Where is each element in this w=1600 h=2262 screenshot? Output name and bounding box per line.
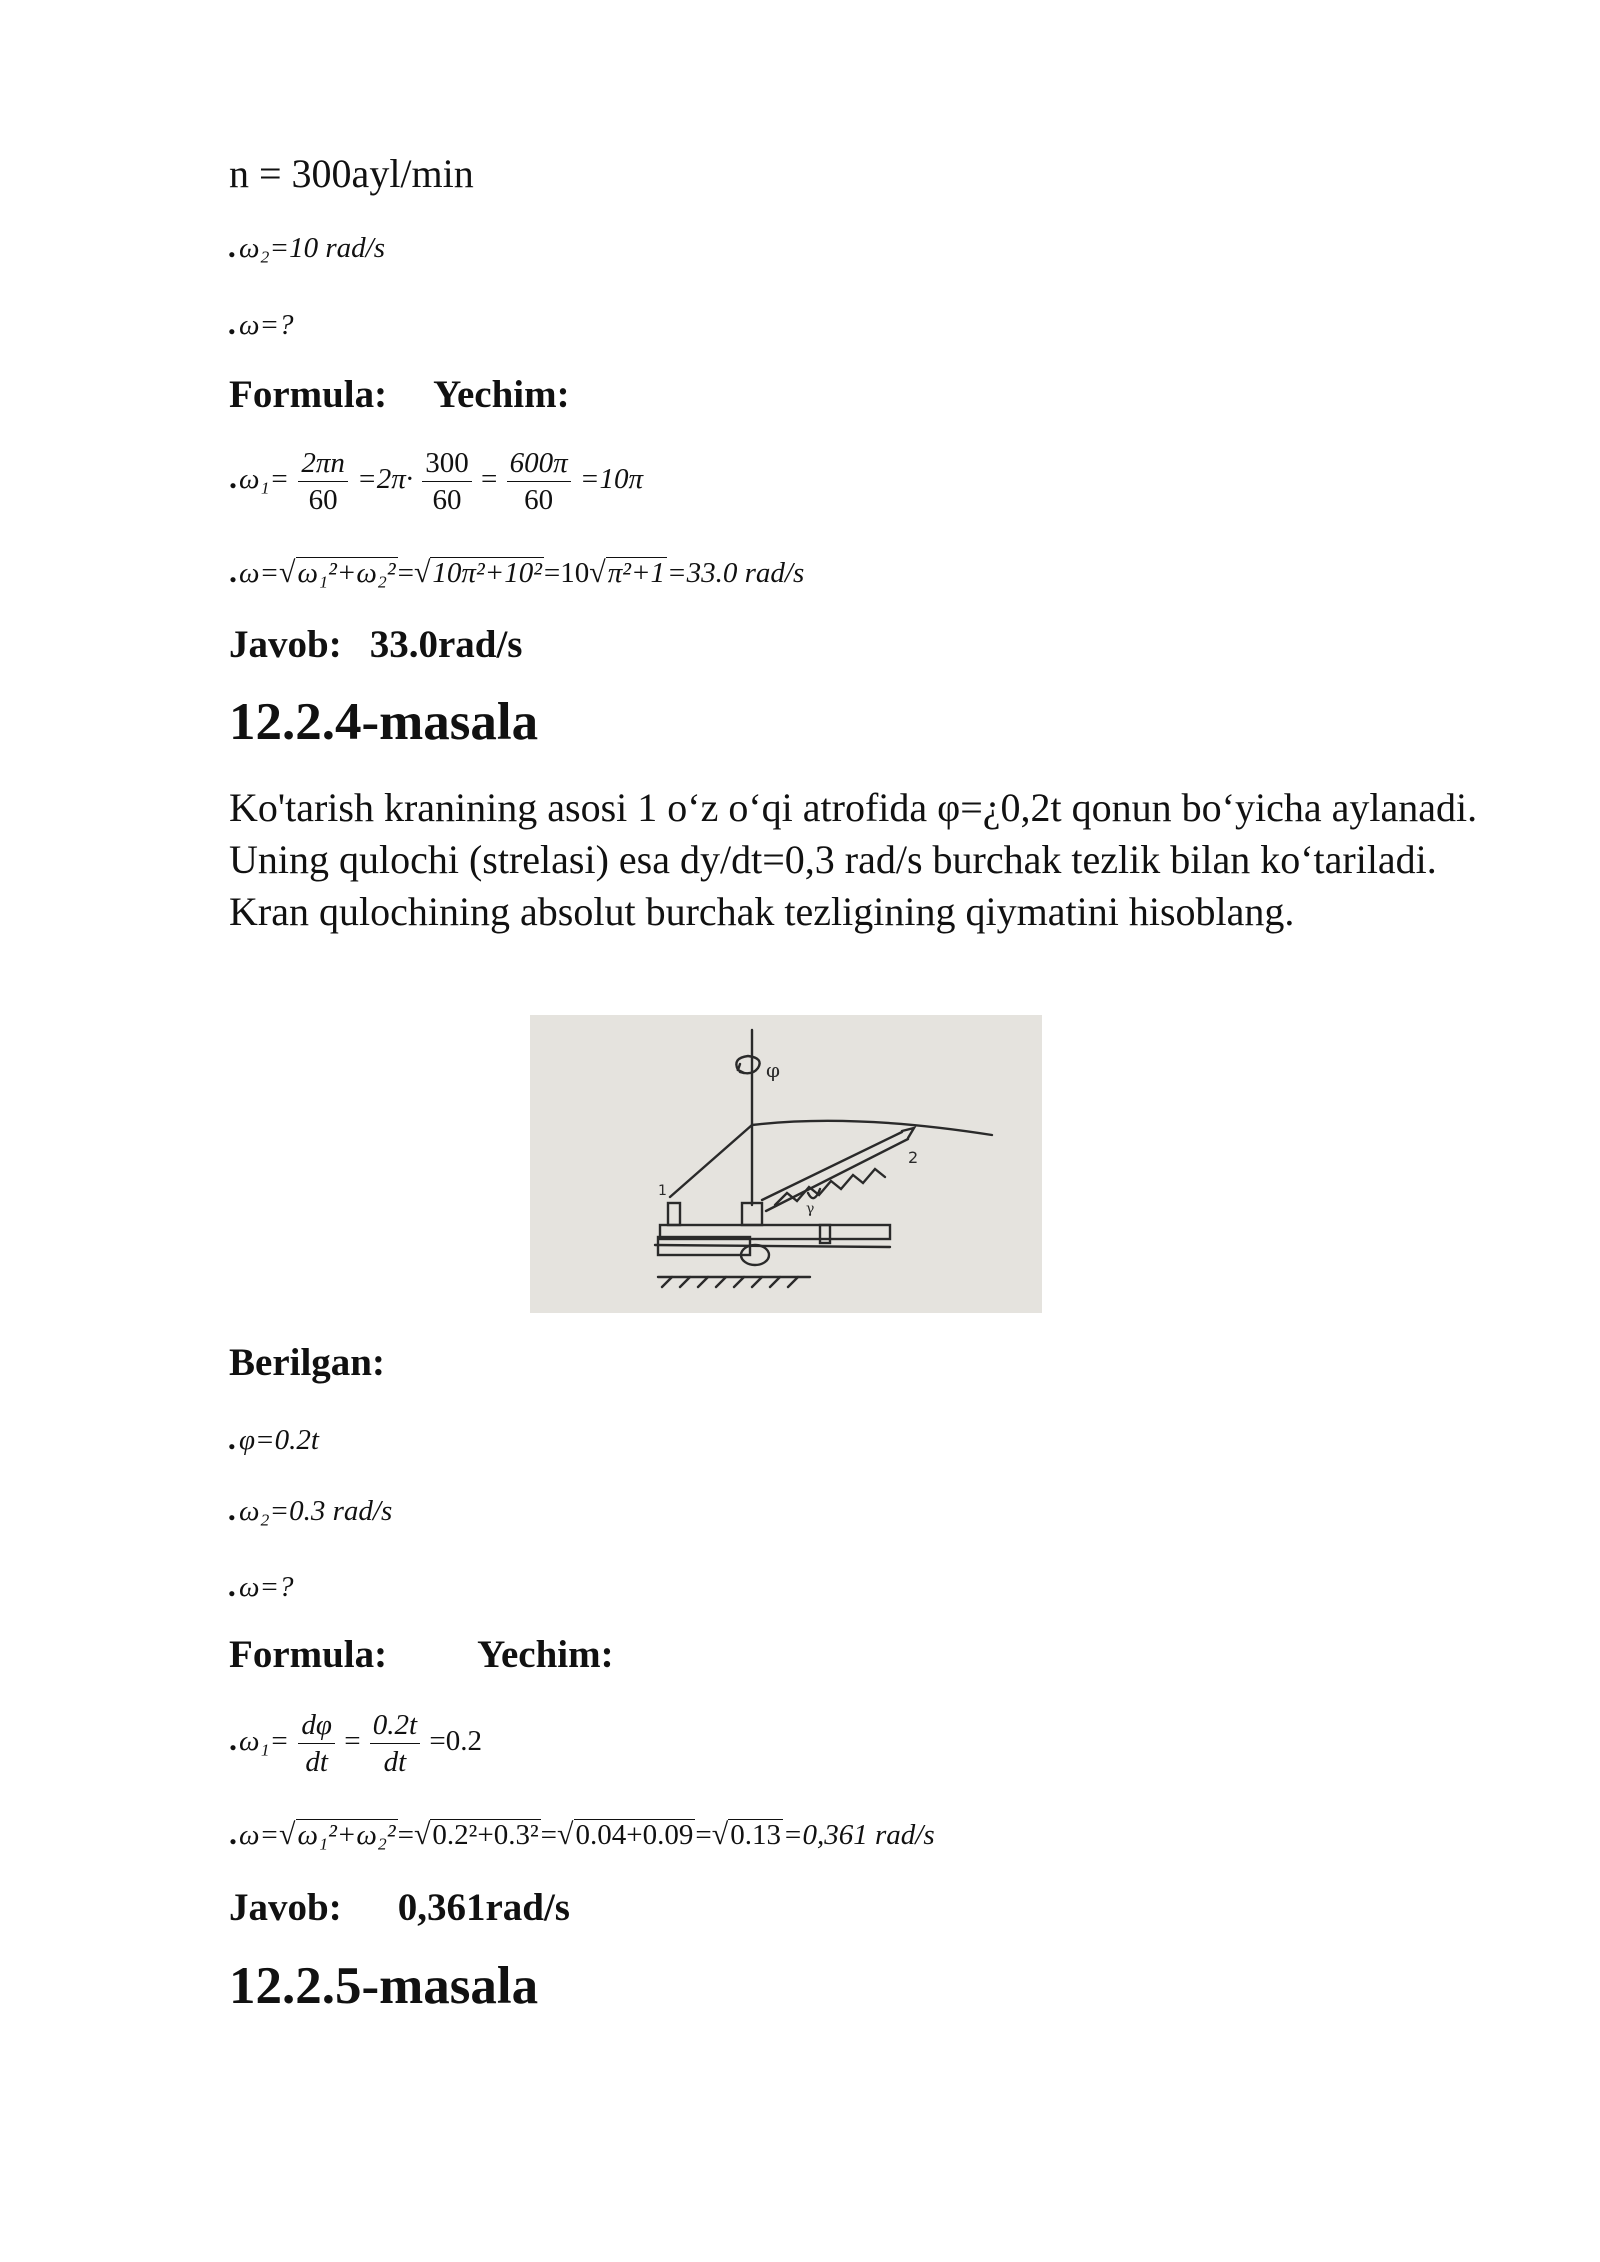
solution-label: Yechim: xyxy=(477,1633,614,1676)
crane-drawing xyxy=(530,1015,1042,1313)
crane-sketch-figure xyxy=(530,1015,1042,1313)
given-phi-line: .φ=0.2t xyxy=(229,1420,319,1456)
formula-label: Formula: xyxy=(229,1633,388,1676)
fraction: $\frac{300}{60}$ xyxy=(422,445,472,518)
formula-solution-labels xyxy=(229,372,570,417)
gamma-label: γ xyxy=(806,1201,815,1217)
fraction: $\frac{2\pi n}{60}$ xyxy=(298,445,348,518)
label-2: 2 xyxy=(908,1148,919,1167)
unknown-omega-line: .ω=? xyxy=(229,305,294,341)
answer-1 xyxy=(229,622,522,667)
answer-value: 0,361rad/s xyxy=(397,1886,570,1929)
fraction: $\frac{0.2t}{dt}$ xyxy=(370,1707,420,1780)
formula-label: Formula: xyxy=(229,373,388,416)
sqrt-term: π²+1 xyxy=(607,557,666,589)
answer-label: Javob: xyxy=(229,1886,342,1929)
sqrt-term: 0.13 xyxy=(730,1819,781,1851)
solution-label: Yechim: xyxy=(433,373,570,416)
given-n-line: n = 300ayl/min xyxy=(229,151,474,196)
given-omega2-line: .ω₂=10 rad/s xyxy=(229,228,386,264)
bullet-dot: . xyxy=(229,305,237,341)
sqrt-term: 0.04+0.09 xyxy=(575,1819,694,1851)
formula-solution-labels-2 xyxy=(229,1632,614,1677)
problem-heading: 12.2.4-masala xyxy=(229,693,539,751)
label-1: 1 xyxy=(658,1183,667,1199)
equation-omega-total: .ω=√ω₁²+ω₂²=√10π²+10²=10√π²+1=33.0 rad/s xyxy=(229,553,805,589)
phi-label: φ xyxy=(766,1058,781,1082)
bullet-dot: . xyxy=(229,228,237,264)
problem-text: Ko'tarish kranining asosi 1 o‘z o‘qi atrofida φ=¿0,2t qonun bo‘yicha aylanadi. Uning qulochi (strelasi) esa dy/dt=0,3 rad/s burchak tezlik bilan ko‘tariladi. Kran qulochining absolut burchak tezligining qiymatini hisoblang. xyxy=(229,785,1478,934)
sqrt-term: 0.2²+0.3² xyxy=(432,1819,539,1851)
next-problem-heading: 12.2.5-masala xyxy=(229,1957,539,2015)
sqrt-term: ω₁²+ω₂² xyxy=(297,1819,396,1851)
answer-label: Javob: xyxy=(229,623,342,666)
equation-omega1-2: .ω₁= $\frac{d\varphi}{dt}$ = $\frac{0.2t}{dt}$ =0.2 xyxy=(229,1709,482,1778)
sqrt-term: 10π²+10² xyxy=(432,557,542,589)
given-title: Berilgan: xyxy=(229,1341,385,1384)
equation-omega1: .ω₁= $\frac{2\pi n}{60}$ =2π· $\frac{300}{60}$ = $\frac{600\pi}{60}$ =10π xyxy=(229,447,644,516)
equation-omega-total-2: .ω=√ω₁²+ω₂²=√0.2²+0.3²=√0.04+0.09=√0.13=0,361 rad/s xyxy=(229,1815,935,1851)
answer-value: 33.0rad/s xyxy=(369,623,523,666)
answer-2 xyxy=(229,1885,570,1930)
fraction: $\frac{d\varphi}{dt}$ xyxy=(298,1707,335,1780)
unknown-omega-line-2: .ω=? xyxy=(229,1567,294,1603)
sqrt-term: ω₁²+ω₂² xyxy=(297,557,396,589)
given-omega2-line-2: .ω₂=0.3 rad/s xyxy=(229,1491,393,1527)
fraction: $\frac{600\pi}{60}$ xyxy=(507,445,571,518)
